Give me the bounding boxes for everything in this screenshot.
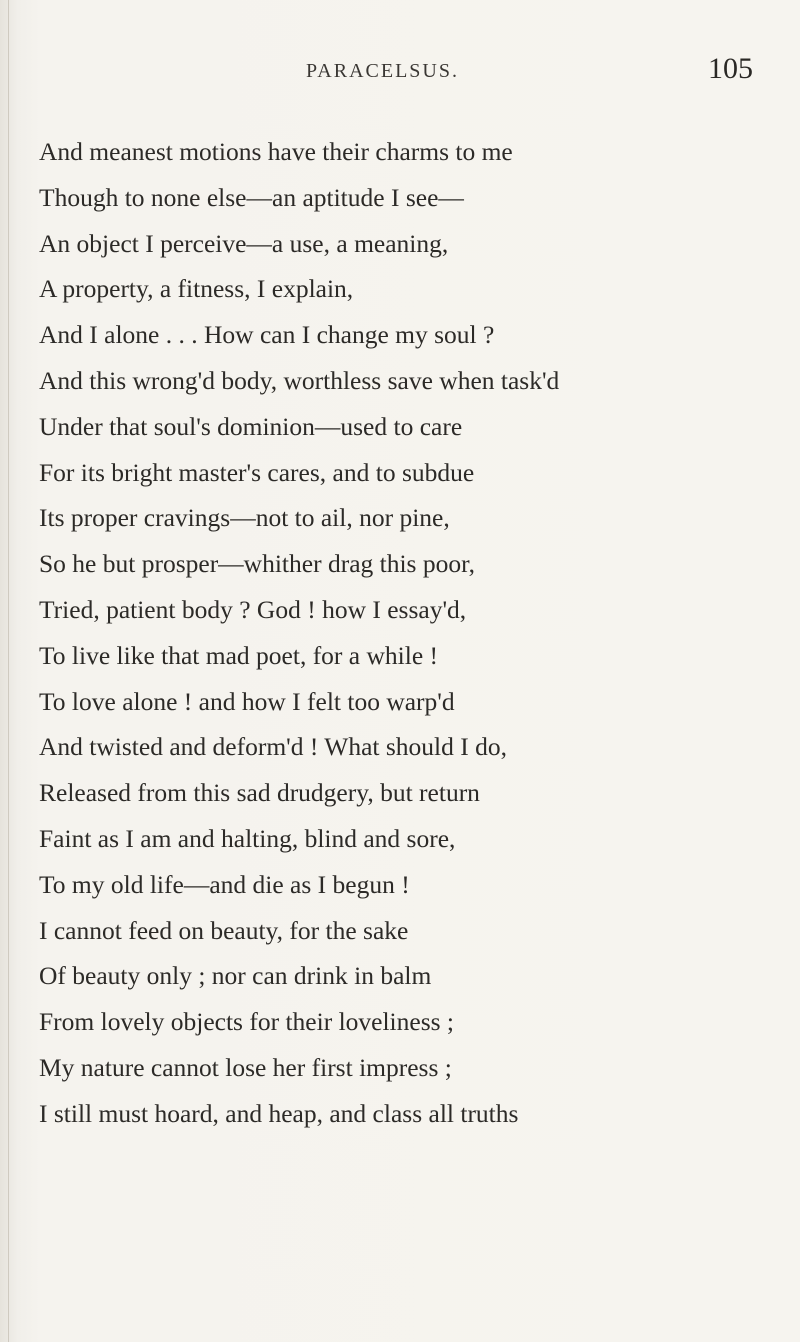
poem-line: Its proper cravings—not to ail, nor pine,	[39, 503, 450, 533]
poem-line: An object I perceive—a use, a meaning,	[39, 228, 449, 258]
poem-line: To live like that mad poet, for a while !	[39, 640, 439, 670]
poem-text	[39, 129, 779, 1137]
poem-line: And I alone . . . How can I change my soul ?	[39, 320, 495, 350]
poem-line: Under that soul's dominion—used to care	[39, 411, 463, 441]
page-gutter-edge	[8, 0, 9, 1342]
poem-line: Released from this sad drudgery, but return	[39, 778, 480, 808]
poem-line: And this wrong'd body, worthless save when task'd	[39, 365, 560, 395]
running-header	[0, 52, 800, 92]
poem-line: So he but prosper—whither drag this poor,	[39, 549, 475, 579]
poem-line: Faint as I am and halting, blind and sore,	[39, 823, 456, 853]
poem-line: For its bright master's cares, and to subdue	[39, 457, 475, 487]
poem-line: I still must hoard, and heap, and class all truths	[39, 1098, 519, 1128]
poem-line: Of beauty only ; nor can drink in balm	[39, 961, 432, 991]
poem-line: A property, a fitness, I explain,	[39, 274, 354, 304]
poem-line: To my old life—and die as I begun !	[39, 869, 410, 899]
poem-line: From lovely objects for their loveliness ;	[39, 1007, 455, 1037]
running-title: PARACELSUS.	[306, 60, 459, 82]
poem-line: I cannot feed on beauty, for the sake	[39, 915, 409, 945]
poem-line: To love alone ! and how I felt too warp'd	[39, 686, 455, 716]
poem-line: Tried, patient body ? God ! how I essay'd,	[39, 594, 467, 624]
poem-line: And twisted and deform'd ! What should I do,	[39, 732, 508, 762]
poem-line: Though to none else—an aptitude I see—	[39, 182, 464, 212]
page-number: 105	[708, 52, 753, 85]
poem-line: My nature cannot lose her first impress ;	[39, 1052, 452, 1082]
poem-line: And meanest motions have their charms to me	[39, 137, 513, 166]
